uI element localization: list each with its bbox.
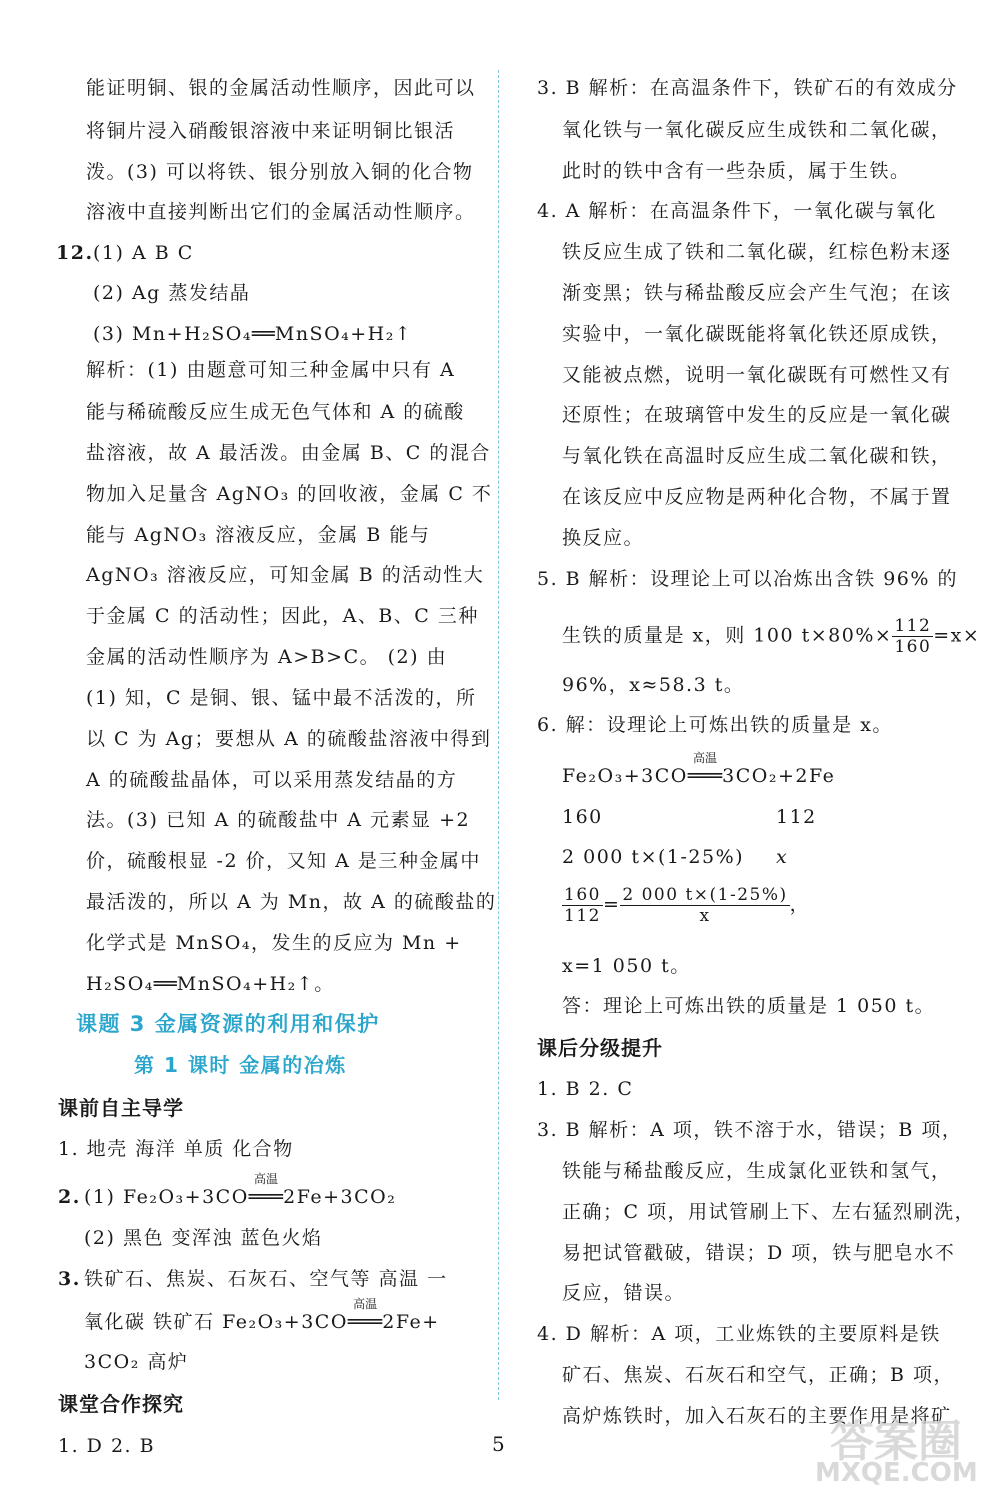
text-line: 正确；C 项，用试管刷上下、左右猛烈刷洗， [562,1201,976,1223]
analysis-line: 以 C 为 Ag；要想从 A 的硫酸盐溶液中得到 [86,728,492,750]
ratio-value: 112 [776,806,817,828]
item-number: 2. [58,1186,81,1208]
section-title: 课前自主导学 [58,1096,184,1120]
fraction-numerator: 160 [564,885,601,905]
condition-label: 高温 [353,1297,378,1311]
answer-line: 1. B 2. C [537,1078,634,1100]
equation-products: 3CO₂+2Fe [722,765,836,787]
analysis-line: (1) 知，C 是铜、银、锰中最不活泼的，所 [86,687,477,709]
text-line: 矿石、焦炭、石灰石和空气，正确；B 项， [562,1364,955,1386]
text-line: 还原性；在玻璃管中发生的反应是一氧化碳 [562,404,952,426]
text-line: 泼。(3) 可以将铁、银分别放入铜的化合物 [86,161,474,183]
calc-right: =x× [933,624,981,647]
text-line: 4. D 解析：A 项，工业炼铁的主要原料是铁 [537,1323,941,1345]
column-divider [498,70,499,1400]
text-line: 铁能与稀盐酸反应，生成氯化亚铁和氢气， [562,1160,952,1182]
text-line: 易把试管戳破，错误；D 项，铁与肥皂水不 [562,1242,956,1264]
analysis-line: 金属的活动性顺序为 A>B>C。 (2) 由 [86,646,448,668]
answer-line: (1) A B C [93,242,194,264]
fraction-numerator: 2 000 t×(1-25%) [622,885,788,905]
topic-heading: 课题 3 金属资源的利用和保护 [76,1012,380,1036]
fraction [892,616,933,657]
ratio-value: x [776,846,789,868]
text-line: 又能被点燃，说明一氧化碳既有可燃性又有 [562,364,952,386]
answer-line: 3CO₂ 高炉 [84,1351,189,1373]
equation-products: 2Fe+ [382,1311,440,1333]
text-line: 实验中，一氧化碳既能将氧化铁还原成铁， [562,323,952,345]
text-line: 3. B 解析：A 项，铁不溶于水，错误；B 项， [537,1119,963,1141]
equation-reactants: H₂SO₄ [86,973,154,995]
fraction-denominator: x [699,906,711,926]
ratio-value: 160 [562,806,603,828]
text-line: 在该反应中反应物是两种化合物，不属于置 [562,486,952,508]
equation-reactants: Fe₂O₃+3CO [562,765,688,787]
analysis-line: 价，硫酸根显 -2 价，又知 A 是三种金属中 [86,850,481,872]
text-line: 渐变黑；铁与稀盐酸反应会产生气泡；在该 [562,282,952,304]
equation: H₂SO₄══MnSO₄+H₂↑。 [86,973,335,995]
equation: (1) Fe₂O₃+3CO 高温 ═══2Fe+3CO₂ [84,1172,397,1208]
text-line: 5. B 解析：设理论上可以冶炼出含铁 96% 的 [537,568,958,590]
condition-label: 高温 [692,751,717,765]
proportion-tail: ， [789,893,811,916]
result-line: x=1 050 t。 [562,955,691,977]
ratio-value: 2 000 t×(1-25%) [562,846,745,868]
fraction-denominator: 112 [564,906,601,926]
text-line: 3. B 解析：在高温条件下，铁矿石的有效成分 [537,77,958,99]
item-number: 3. [58,1268,81,1290]
equation-reactants: (3) Mn+H₂SO₄ [93,323,252,345]
text-line: 将铜片浸入硝酸银溶液中来证明铜比银活 [86,120,456,142]
text-line: 反应，错误。 [562,1282,686,1304]
analysis-line: A 的硫酸盐晶体，可以采用蒸发结晶的方 [86,769,458,791]
watermark-logo: 答案圈 [830,1416,962,1467]
answer-line: (2) 黑色 变浑浊 蓝色火焰 [84,1227,323,1249]
text-line: 6. 解：设理论上可炼出铁的质量是 x。 [537,714,893,736]
page-number: 5 [492,1432,505,1456]
answer-statement: 答：理论上可炼出铁的质量是 1 050 t。 [562,995,936,1017]
text-line: 能证明铜、银的金属活动性顺序，因此可以 [86,77,476,99]
analysis-line: 物加入足量含 AgNO₃ 的回收液，金属 C 不 [86,483,493,505]
analysis-line: 法。(3) 已知 A 的硫酸盐中 A 元素显 +2 [86,809,471,831]
section-title: 课后分级提升 [537,1036,663,1060]
analysis-line: AgNO₃ 溶液反应，可知金属 B 的活动性大 [86,564,485,586]
text-line: 铁反应生成了铁和二氧化碳，红棕色粉末逐 [562,241,952,263]
analysis-line: 最活泼的，所以 A 为 Mn，故 A 的硫酸盐的 [86,891,497,913]
question-number-12: 12. [56,242,94,264]
calculation-line [562,616,980,657]
lesson-heading: 第 1 课时 金属的冶炼 [134,1053,347,1077]
analysis-line: 化学式是 MnSO₄，发生的反应为 Mn + [86,932,462,954]
equation-products: MnSO₄+H₂↑ [274,323,413,345]
text-line: 此时的铁中含有一些杂质，属于生铁。 [562,160,911,182]
equation: 氧化碳 铁矿石 Fe₂O₃+3CO 高温 ═══2Fe+ [84,1297,440,1333]
proportion: $\frac{160}{112}$ = $\frac{2 000 t\times(1-25\%)}{x}$ ， [564,885,811,926]
answer-line: (2) Ag 蒸发结晶 [93,282,251,304]
analysis-line: 能与稀硫酸反应生成无色气体和 A 的硫酸 [86,401,465,423]
fraction-denominator: 160 [894,637,932,657]
text-line: 4. A 解析：在高温条件下，一氧化碳与氧化 [537,200,937,222]
text-line: 溶液中直接判断出它们的金属活动性顺序。 [86,201,476,223]
fraction [620,885,789,926]
equation-reactants: (1) Fe₂O₃+3CO [84,1186,249,1208]
condition-label: 高温 [253,1172,278,1186]
section-title: 课堂合作探究 [58,1392,184,1416]
analysis-line: 解析：(1) 由题意可知三种金属中只有 A [86,359,456,381]
equation-reactants: 氧化碳 铁矿石 Fe₂O₃+3CO [84,1311,348,1333]
analysis-line: 盐溶液，故 A 最活泼。由金属 B、C 的混合 [86,442,491,464]
equation: Fe₂O₃+3CO 高温 ═══3CO₂+2Fe [562,751,836,787]
text-line: 96%，x≈58.3 t。 [562,674,745,696]
fraction [562,885,603,926]
text-line: 氧化铁与一氧化碳反应生成铁和二氧化碳， [562,119,952,141]
text-line: 换反应。 [562,527,645,549]
text-line: 与氧化铁在高温时反应生成二氧化碳和铁， [562,445,952,467]
answer-line: 铁矿石、焦炭、石灰石、空气等 高温 一 [84,1268,448,1290]
answer-line: 1. D 2. B [58,1435,156,1457]
text-line: 高炉炼铁时，加入石灰石的主要作用是将矿 [562,1405,952,1427]
calc-left: 生铁的质量是 x，则 100 t×80%× [562,624,893,647]
equation: (3) Mn+H₂SO₄══MnSO₄+H₂↑ [93,323,413,345]
equation-products: MnSO₄+H₂↑。 [176,973,335,995]
analysis-line: 能与 AgNO₃ 溶液反应，金属 B 能与 [86,524,431,546]
analysis-line: 于金属 C 的活动性；因此，A、B、C 三种 [86,605,479,627]
answer-line: 1. 地壳 海洋 单质 化合物 [58,1138,294,1160]
equation-products: 2Fe+3CO₂ [283,1186,397,1208]
fraction-numerator: 112 [894,616,932,636]
watermark-url: MXQE.COM [815,1458,978,1488]
